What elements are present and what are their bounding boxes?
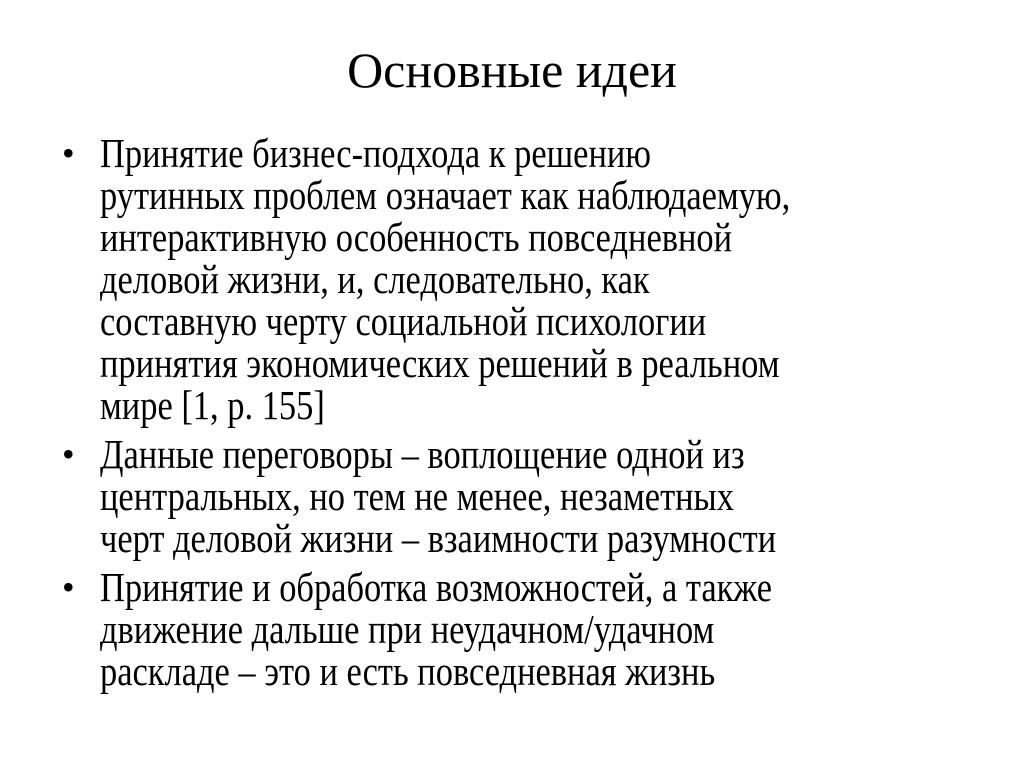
text-line: Принятие и обработка возможностей, а также	[100, 564, 773, 610]
text-line: принятия экономических решений в реальном	[100, 340, 780, 386]
bullet-list	[62, 132, 1022, 699]
bullet-item-1	[62, 132, 1022, 426]
text-line: Принятие бизнес-подхода к решению	[100, 130, 652, 176]
slide-title: Основные идеи	[347, 42, 677, 98]
bullet-text	[100, 433, 982, 559]
text-line: движение дальше при неудачном/удачном	[100, 606, 715, 652]
text-line: Данные переговоры – воплощение одной из	[100, 431, 745, 477]
bullet-item-3	[62, 566, 1022, 692]
text-line: черт деловой жизни – взаимности разумности	[100, 515, 777, 561]
text-line: рутинных проблем означает как наблюдаемую,	[100, 172, 791, 218]
text-line: раскладе – это и есть повседневная жизнь	[100, 648, 716, 694]
text-line: интерактивную особенность повседневной	[100, 214, 733, 260]
text-line: составную черту социальной психологии	[100, 298, 707, 344]
bullet-text	[100, 132, 982, 426]
bullet-text	[100, 566, 982, 692]
bullet-icon: •	[62, 567, 75, 607]
text-line: деловой жизни, и, следовательно, как	[100, 256, 650, 302]
text-line: мире [1, р. 155]	[100, 382, 325, 428]
bullet-item-2	[62, 433, 1022, 559]
bullet-icon: •	[62, 434, 75, 474]
text-line: центральных, но тем не менее, незаметных	[100, 473, 734, 519]
bullet-icon: •	[62, 133, 75, 173]
